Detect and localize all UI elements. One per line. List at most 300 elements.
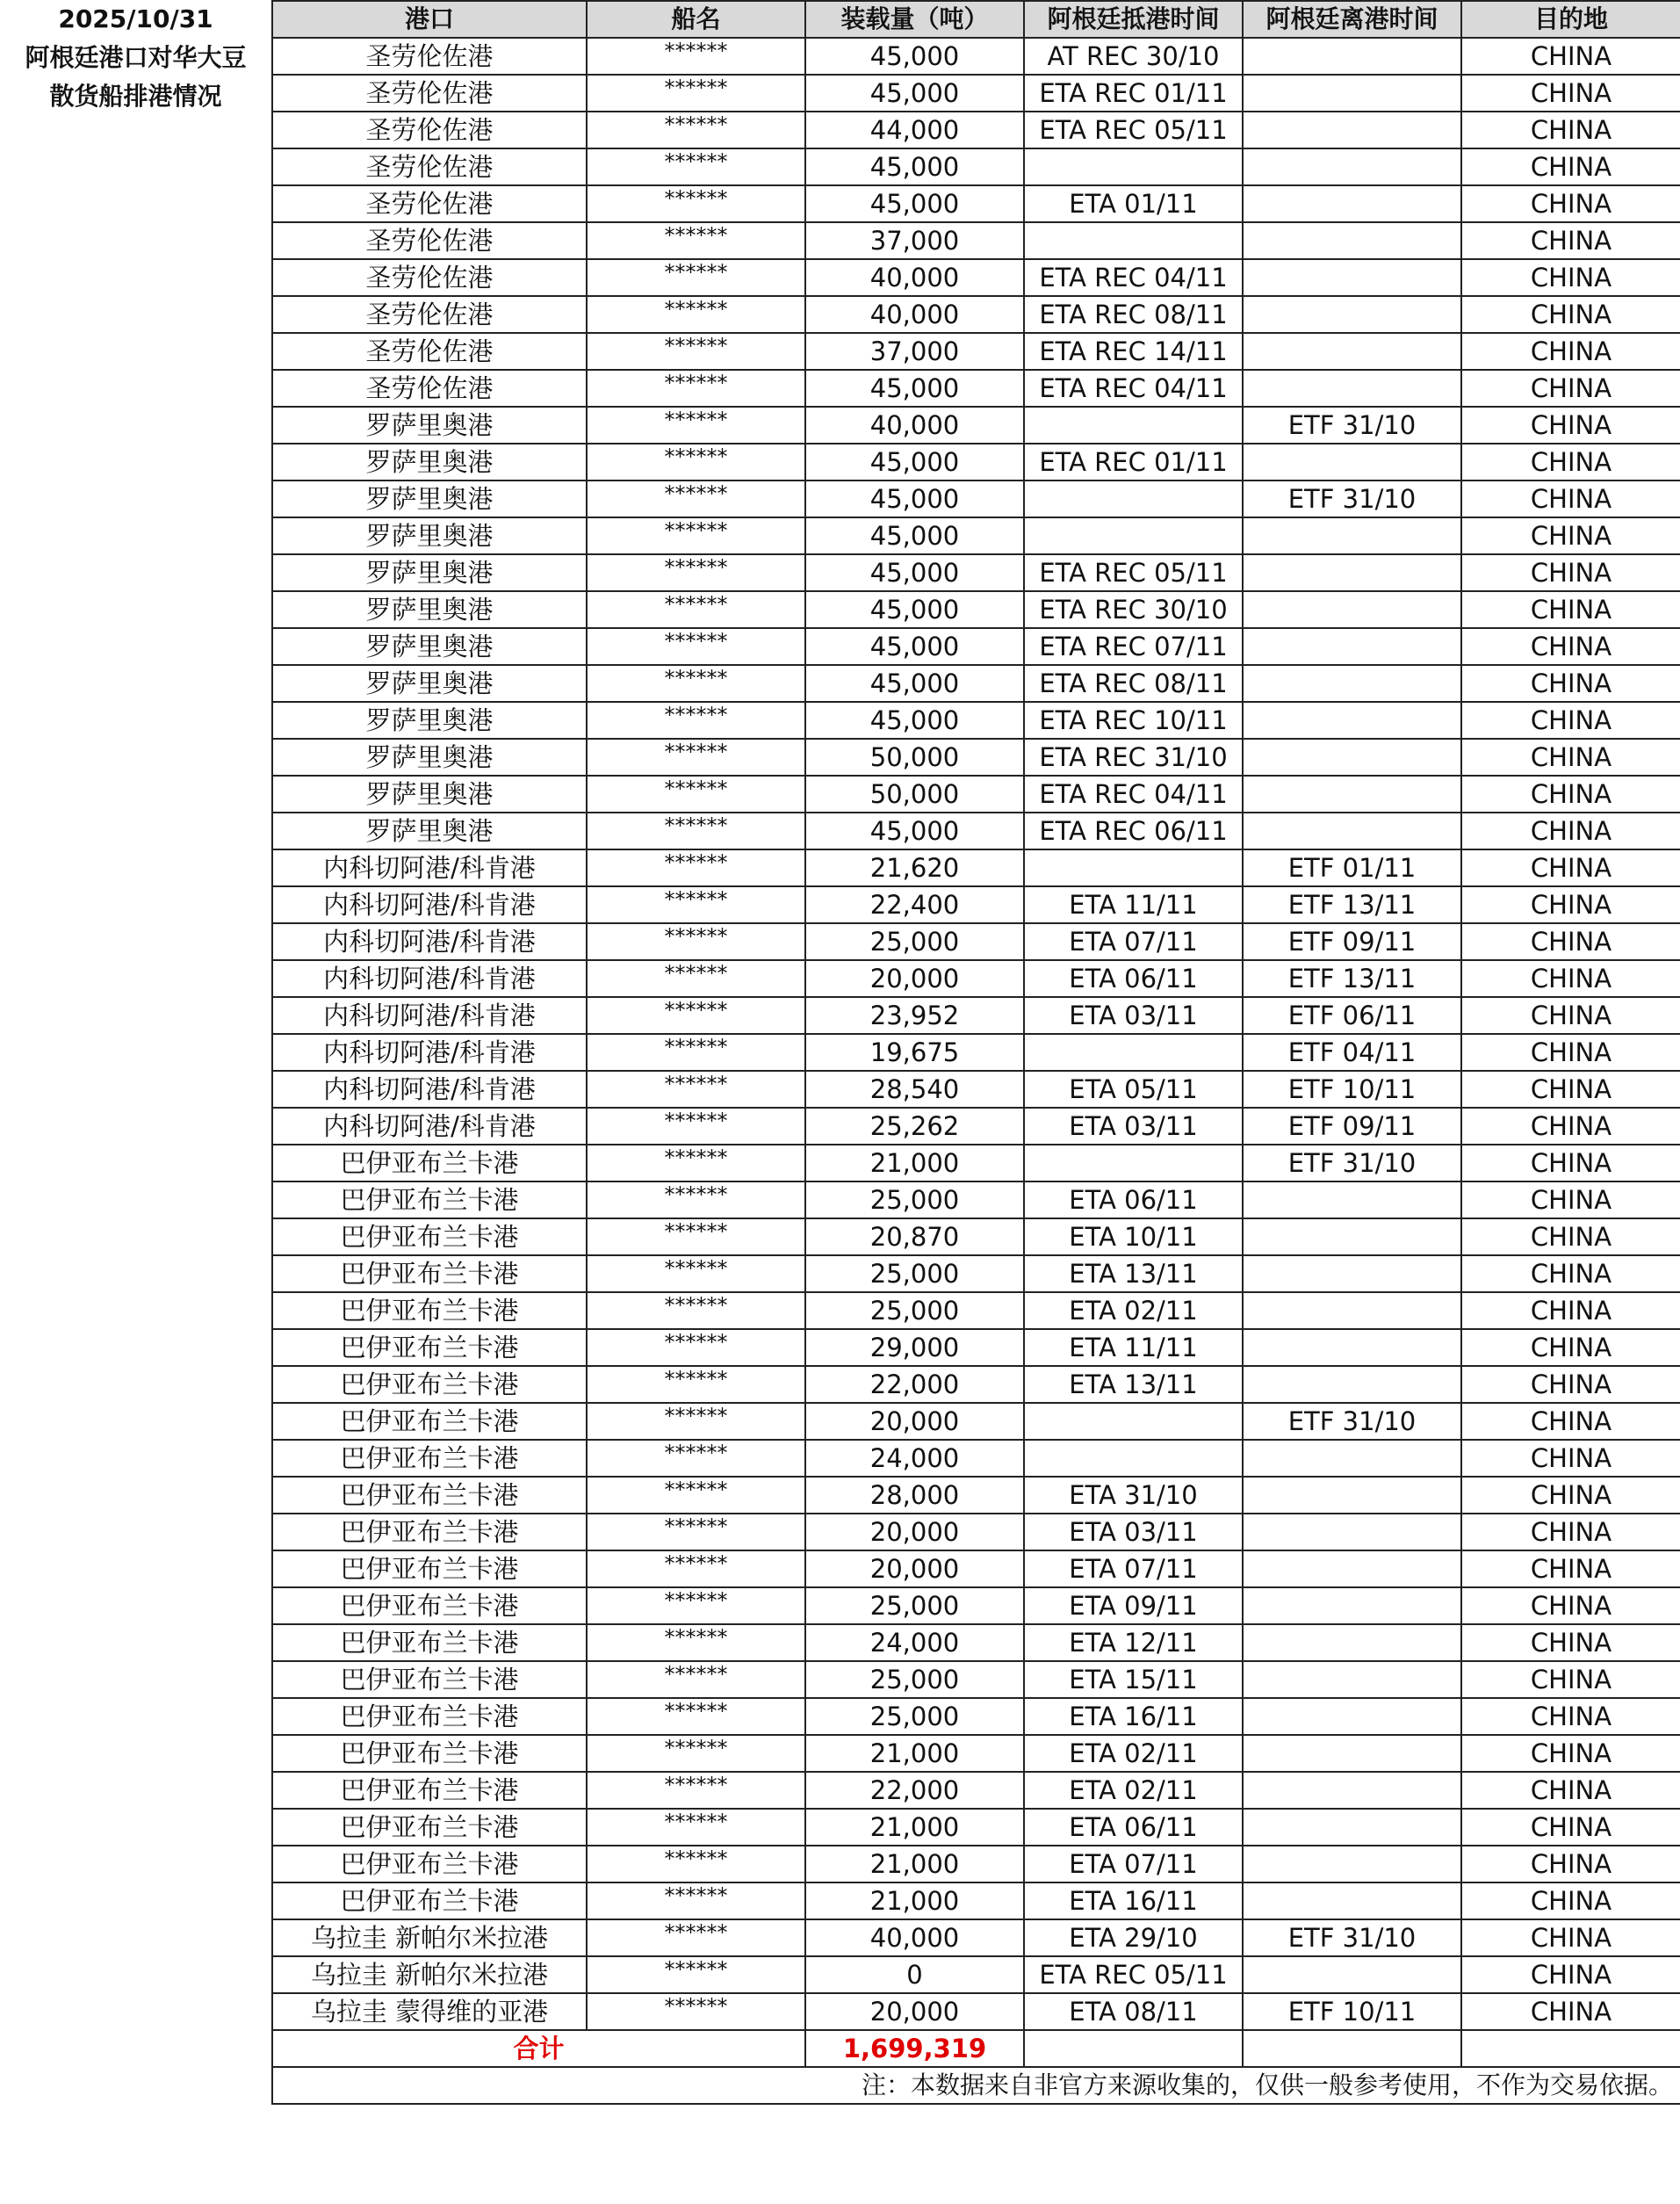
tonnage-cell: 25,000 (805, 1587, 1024, 1624)
arrival-cell (1024, 849, 1243, 886)
ship-name-cell: ****** (587, 739, 805, 776)
departure-cell (1243, 1956, 1461, 1993)
tonnage-cell: 25,000 (805, 1292, 1024, 1329)
tonnage-cell: 25,000 (805, 1181, 1024, 1218)
port-cell: 内科切阿港/科肯港 (272, 960, 587, 997)
arrival-cell: ETA 11/11 (1024, 1329, 1243, 1366)
departure-cell (1243, 1587, 1461, 1624)
port-cell: 内科切阿港/科肯港 (272, 849, 587, 886)
table-row (272, 481, 1680, 517)
table-row (272, 38, 1680, 75)
arrival-cell: ETA 07/11 (1024, 923, 1243, 960)
port-cell: 巴伊亚布兰卡港 (272, 1403, 587, 1440)
ship-name-cell: ****** (587, 960, 805, 997)
port-cell: 巴伊亚布兰卡港 (272, 1698, 587, 1735)
port-cell: 圣劳伦佐港 (272, 148, 587, 185)
port-cell: 罗萨里奥港 (272, 813, 587, 849)
tonnage-cell: 40,000 (805, 1919, 1024, 1956)
departure-cell: ETF 01/11 (1243, 849, 1461, 886)
table-row (272, 259, 1680, 296)
arrival-cell: ETA 03/11 (1024, 1108, 1243, 1145)
empty-cell (1024, 2030, 1243, 2067)
arrival-cell: ETA REC 01/11 (1024, 75, 1243, 112)
ship-name-cell: ****** (587, 1956, 805, 1993)
table-row (272, 1698, 1680, 1735)
port-cell: 巴伊亚布兰卡港 (272, 1181, 587, 1218)
table-row (272, 923, 1680, 960)
table-row (272, 333, 1680, 370)
departure-cell: ETF 10/11 (1243, 1993, 1461, 2030)
arrival-cell: ETA 06/11 (1024, 960, 1243, 997)
shipping-schedule-table (271, 0, 1680, 2105)
destination-cell: CHINA (1461, 1550, 1680, 1587)
table-row (272, 554, 1680, 591)
port-cell: 巴伊亚布兰卡港 (272, 1846, 587, 1882)
departure-cell (1243, 370, 1461, 407)
destination-cell: CHINA (1461, 444, 1680, 481)
arrival-cell: ETA REC 08/11 (1024, 665, 1243, 702)
destination-cell: CHINA (1461, 1218, 1680, 1255)
tonnage-cell: 21,000 (805, 1145, 1024, 1181)
destination-cell: CHINA (1461, 481, 1680, 517)
tonnage-cell: 50,000 (805, 776, 1024, 813)
ship-name-cell: ****** (587, 1882, 805, 1919)
header-row (272, 1, 1680, 38)
departure-cell (1243, 702, 1461, 739)
departure-cell: ETF 13/11 (1243, 960, 1461, 997)
tonnage-cell: 45,000 (805, 444, 1024, 481)
table-row (272, 591, 1680, 628)
destination-cell: CHINA (1461, 296, 1680, 333)
arrival-cell: ETA REC 10/11 (1024, 702, 1243, 739)
arrival-cell: ETA 03/11 (1024, 1514, 1243, 1550)
table-row (272, 1255, 1680, 1292)
ship-name-cell: ****** (587, 148, 805, 185)
departure-cell: ETF 31/10 (1243, 407, 1461, 444)
destination-cell: CHINA (1461, 517, 1680, 554)
departure-cell (1243, 813, 1461, 849)
table-row (272, 960, 1680, 997)
departure-cell (1243, 38, 1461, 75)
tonnage-cell: 45,000 (805, 517, 1024, 554)
departure-cell (1243, 148, 1461, 185)
destination-cell: CHINA (1461, 776, 1680, 813)
table-row (272, 444, 1680, 481)
ship-name-cell: ****** (587, 1145, 805, 1181)
destination-cell: CHINA (1461, 1624, 1680, 1661)
port-cell: 巴伊亚布兰卡港 (272, 1882, 587, 1919)
tonnage-cell: 22,000 (805, 1366, 1024, 1403)
port-cell: 罗萨里奥港 (272, 517, 587, 554)
departure-cell (1243, 1477, 1461, 1514)
departure-cell (1243, 1292, 1461, 1329)
departure-cell (1243, 739, 1461, 776)
port-cell: 圣劳伦佐港 (272, 38, 587, 75)
destination-cell: CHINA (1461, 1366, 1680, 1403)
table-row (272, 1218, 1680, 1255)
departure-cell (1243, 1181, 1461, 1218)
total-value: 1,699,319 (805, 2030, 1024, 2067)
report-title-line-1: 阿根廷港口对华大豆 (25, 43, 247, 72)
port-cell: 巴伊亚布兰卡港 (272, 1292, 587, 1329)
ship-name-cell: ****** (587, 1514, 805, 1550)
ship-name-cell: ****** (587, 1440, 805, 1477)
port-cell: 乌拉圭 新帕尔米拉港 (272, 1956, 587, 1993)
destination-cell: CHINA (1461, 1735, 1680, 1772)
table-row (272, 185, 1680, 222)
table-row (272, 1993, 1680, 2030)
ship-name-cell: ****** (587, 259, 805, 296)
tonnage-cell: 0 (805, 1956, 1024, 1993)
port-cell: 内科切阿港/科肯港 (272, 923, 587, 960)
arrival-cell (1024, 1440, 1243, 1477)
arrival-cell: ETA 29/10 (1024, 1919, 1243, 1956)
port-cell: 圣劳伦佐港 (272, 296, 587, 333)
arrival-cell (1024, 1403, 1243, 1440)
table-row (272, 1329, 1680, 1366)
destination-cell: CHINA (1461, 1956, 1680, 1993)
table-row (272, 739, 1680, 776)
tonnage-cell: 40,000 (805, 259, 1024, 296)
ship-name-cell: ****** (587, 222, 805, 259)
ship-name-cell: ****** (587, 591, 805, 628)
arrival-cell: ETA 11/11 (1024, 886, 1243, 923)
tonnage-cell: 20,000 (805, 1993, 1024, 2030)
arrival-cell: ETA REC 06/11 (1024, 813, 1243, 849)
total-row (272, 2030, 1680, 2067)
ship-name-cell: ****** (587, 1108, 805, 1145)
destination-cell: CHINA (1461, 1292, 1680, 1329)
departure-cell (1243, 259, 1461, 296)
arrival-cell: ETA 06/11 (1024, 1809, 1243, 1846)
tonnage-cell: 22,000 (805, 1772, 1024, 1809)
ship-name-cell: ****** (587, 75, 805, 112)
departure-cell (1243, 1440, 1461, 1477)
ship-name-cell: ****** (587, 1661, 805, 1698)
ship-name-cell: ****** (587, 1403, 805, 1440)
destination-cell: CHINA (1461, 1919, 1680, 1956)
arrival-cell: ETA REC 05/11 (1024, 112, 1243, 148)
arrival-cell (1024, 1145, 1243, 1181)
tonnage-cell: 25,000 (805, 923, 1024, 960)
ship-name-cell: ****** (587, 1477, 805, 1514)
arrival-cell: ETA 05/11 (1024, 1071, 1243, 1108)
table-row (272, 1809, 1680, 1846)
arrival-cell: ETA 02/11 (1024, 1772, 1243, 1809)
departure-cell (1243, 517, 1461, 554)
destination-cell: CHINA (1461, 1846, 1680, 1882)
port-cell: 罗萨里奥港 (272, 776, 587, 813)
table-row (272, 517, 1680, 554)
port-cell: 内科切阿港/科肯港 (272, 1071, 587, 1108)
arrival-cell: ETA REC 08/11 (1024, 296, 1243, 333)
departure-cell (1243, 1661, 1461, 1698)
tonnage-cell: 50,000 (805, 739, 1024, 776)
tonnage-cell: 45,000 (805, 554, 1024, 591)
header-departure-time: 阿根廷离港时间 (1243, 1, 1461, 38)
arrival-cell (1024, 517, 1243, 554)
port-cell: 巴伊亚布兰卡港 (272, 1550, 587, 1587)
destination-cell: CHINA (1461, 38, 1680, 75)
ship-name-cell: ****** (587, 444, 805, 481)
destination-cell: CHINA (1461, 702, 1680, 739)
tonnage-cell: 21,000 (805, 1882, 1024, 1919)
disclaimer-note: 注：本数据来自非官方来源收集的，仅供一般参考使用，不作为交易依据。 (272, 2067, 1680, 2104)
destination-cell: CHINA (1461, 259, 1680, 296)
port-cell: 圣劳伦佐港 (272, 222, 587, 259)
arrival-cell: ETA REC 31/10 (1024, 739, 1243, 776)
tonnage-cell: 25,000 (805, 1255, 1024, 1292)
arrival-cell: ETA REC 30/10 (1024, 591, 1243, 628)
arrival-cell: ETA 06/11 (1024, 1181, 1243, 1218)
destination-cell: CHINA (1461, 1071, 1680, 1108)
destination-cell: CHINA (1461, 554, 1680, 591)
arrival-cell: ETA 13/11 (1024, 1366, 1243, 1403)
destination-cell: CHINA (1461, 1772, 1680, 1809)
header-arrival-time: 阿根廷抵港时间 (1024, 1, 1243, 38)
arrival-cell: AT REC 30/10 (1024, 38, 1243, 75)
arrival-cell: ETA REC 05/11 (1024, 554, 1243, 591)
tonnage-cell: 44,000 (805, 112, 1024, 148)
port-cell: 巴伊亚布兰卡港 (272, 1624, 587, 1661)
table-row (272, 1145, 1680, 1181)
tonnage-cell: 23,952 (805, 997, 1024, 1034)
ship-name-cell: ****** (587, 554, 805, 591)
total-label: 合计 (272, 2030, 805, 2067)
port-cell: 巴伊亚布兰卡港 (272, 1255, 587, 1292)
table-row (272, 1514, 1680, 1550)
departure-cell (1243, 628, 1461, 665)
table-row (272, 1882, 1680, 1919)
arrival-cell: ETA 07/11 (1024, 1550, 1243, 1587)
arrival-cell (1024, 148, 1243, 185)
ship-name-cell: ****** (587, 1919, 805, 1956)
departure-cell (1243, 1772, 1461, 1809)
ship-name-cell: ****** (587, 1846, 805, 1882)
port-cell: 巴伊亚布兰卡港 (272, 1440, 587, 1477)
departure-cell (1243, 1735, 1461, 1772)
arrival-cell: ETA REC 07/11 (1024, 628, 1243, 665)
ship-name-cell: ****** (587, 923, 805, 960)
departure-cell: ETF 10/11 (1243, 1071, 1461, 1108)
ship-name-cell: ****** (587, 1292, 805, 1329)
departure-cell (1243, 1550, 1461, 1587)
port-cell: 罗萨里奥港 (272, 665, 587, 702)
destination-cell: CHINA (1461, 1329, 1680, 1366)
port-cell: 巴伊亚布兰卡港 (272, 1145, 587, 1181)
arrival-cell: ETA 12/11 (1024, 1624, 1243, 1661)
tonnage-cell: 45,000 (805, 370, 1024, 407)
sheet-title-panel (0, 0, 271, 2204)
table-row (272, 296, 1680, 333)
ship-name-cell: ****** (587, 997, 805, 1034)
port-cell: 圣劳伦佐港 (272, 75, 587, 112)
destination-cell: CHINA (1461, 1587, 1680, 1624)
departure-cell (1243, 112, 1461, 148)
port-cell: 内科切阿港/科肯港 (272, 1108, 587, 1145)
port-cell: 圣劳伦佐港 (272, 185, 587, 222)
departure-cell: ETF 31/10 (1243, 1919, 1461, 1956)
tonnage-cell: 25,000 (805, 1661, 1024, 1698)
ship-name-cell: ****** (587, 886, 805, 923)
tonnage-cell: 29,000 (805, 1329, 1024, 1366)
arrival-cell: ETA 02/11 (1024, 1735, 1243, 1772)
ship-name-cell: ****** (587, 813, 805, 849)
header-load-tonnage: 装载量（吨） (805, 1, 1024, 38)
tonnage-cell: 24,000 (805, 1440, 1024, 1477)
destination-cell: CHINA (1461, 886, 1680, 923)
ship-name-cell: ****** (587, 1071, 805, 1108)
ship-name-cell: ****** (587, 38, 805, 75)
tonnage-cell: 22,400 (805, 886, 1024, 923)
ship-name-cell: ****** (587, 370, 805, 407)
arrival-cell: ETA 09/11 (1024, 1587, 1243, 1624)
tonnage-cell: 20,870 (805, 1218, 1024, 1255)
ship-name-cell: ****** (587, 849, 805, 886)
tonnage-cell: 45,000 (805, 813, 1024, 849)
destination-cell: CHINA (1461, 1882, 1680, 1919)
port-cell: 乌拉圭 新帕尔米拉港 (272, 1919, 587, 1956)
table-row (272, 665, 1680, 702)
departure-cell (1243, 1846, 1461, 1882)
table-row (272, 1735, 1680, 1772)
ship-name-cell: ****** (587, 1329, 805, 1366)
departure-cell (1243, 1366, 1461, 1403)
arrival-cell: ETA 10/11 (1024, 1218, 1243, 1255)
ship-name-cell: ****** (587, 628, 805, 665)
port-cell: 巴伊亚布兰卡港 (272, 1514, 587, 1550)
port-cell: 罗萨里奥港 (272, 407, 587, 444)
destination-cell: CHINA (1461, 923, 1680, 960)
arrival-cell: ETA 16/11 (1024, 1698, 1243, 1735)
port-cell: 巴伊亚布兰卡港 (272, 1329, 587, 1366)
ship-name-cell: ****** (587, 296, 805, 333)
destination-cell: CHINA (1461, 1993, 1680, 2030)
destination-cell: CHINA (1461, 1181, 1680, 1218)
destination-cell: CHINA (1461, 333, 1680, 370)
table-row (272, 148, 1680, 185)
ship-name-cell: ****** (587, 1624, 805, 1661)
port-cell: 罗萨里奥港 (272, 444, 587, 481)
ship-name-cell: ****** (587, 1809, 805, 1846)
ship-name-cell: ****** (587, 1772, 805, 1809)
arrival-cell: ETA 31/10 (1024, 1477, 1243, 1514)
arrival-cell: ETA 03/11 (1024, 997, 1243, 1034)
port-cell: 乌拉圭 蒙得维的亚港 (272, 1993, 587, 2030)
destination-cell: CHINA (1461, 849, 1680, 886)
table-row (272, 407, 1680, 444)
ship-name-cell: ****** (587, 1735, 805, 1772)
arrival-cell: ETA 01/11 (1024, 185, 1243, 222)
departure-cell (1243, 185, 1461, 222)
port-cell: 罗萨里奥港 (272, 739, 587, 776)
departure-cell (1243, 591, 1461, 628)
table-row (272, 1772, 1680, 1809)
destination-cell: CHINA (1461, 739, 1680, 776)
arrival-cell: ETA REC 04/11 (1024, 259, 1243, 296)
table-row (272, 1661, 1680, 1698)
table-row (272, 1846, 1680, 1882)
ship-name-cell: ****** (587, 1255, 805, 1292)
port-cell: 圣劳伦佐港 (272, 259, 587, 296)
departure-cell (1243, 1624, 1461, 1661)
departure-cell: ETF 09/11 (1243, 1108, 1461, 1145)
destination-cell: CHINA (1461, 1477, 1680, 1514)
destination-cell: CHINA (1461, 665, 1680, 702)
tonnage-cell: 45,000 (805, 591, 1024, 628)
empty-cell (1243, 2030, 1461, 2067)
tonnage-cell: 25,000 (805, 1698, 1024, 1735)
tonnage-cell: 45,000 (805, 38, 1024, 75)
table-row (272, 75, 1680, 112)
ship-name-cell: ****** (587, 333, 805, 370)
departure-cell: ETF 06/11 (1243, 997, 1461, 1034)
port-cell: 罗萨里奥港 (272, 628, 587, 665)
destination-cell: CHINA (1461, 75, 1680, 112)
tonnage-cell: 40,000 (805, 296, 1024, 333)
destination-cell: CHINA (1461, 222, 1680, 259)
tonnage-cell: 25,262 (805, 1108, 1024, 1145)
table-row (272, 1071, 1680, 1108)
table-row (272, 997, 1680, 1034)
departure-cell (1243, 1218, 1461, 1255)
departure-cell (1243, 222, 1461, 259)
tonnage-cell: 45,000 (805, 628, 1024, 665)
destination-cell: CHINA (1461, 407, 1680, 444)
departure-cell (1243, 1329, 1461, 1366)
port-cell: 巴伊亚布兰卡港 (272, 1661, 587, 1698)
table-row (272, 702, 1680, 739)
table-row (272, 1587, 1680, 1624)
empty-cell (1461, 2030, 1680, 2067)
tonnage-cell: 20,000 (805, 1514, 1024, 1550)
arrival-cell: ETA REC 14/11 (1024, 333, 1243, 370)
arrival-cell: ETA REC 01/11 (1024, 444, 1243, 481)
table-row (272, 222, 1680, 259)
tonnage-cell: 45,000 (805, 185, 1024, 222)
departure-cell (1243, 1698, 1461, 1735)
table-row (272, 112, 1680, 148)
departure-cell (1243, 1514, 1461, 1550)
destination-cell: CHINA (1461, 1514, 1680, 1550)
ship-name-cell: ****** (587, 1034, 805, 1071)
departure-cell (1243, 444, 1461, 481)
departure-cell (1243, 665, 1461, 702)
arrival-cell: ETA 08/11 (1024, 1993, 1243, 2030)
destination-cell: CHINA (1461, 1108, 1680, 1145)
destination-cell: CHINA (1461, 185, 1680, 222)
destination-cell: CHINA (1461, 370, 1680, 407)
tonnage-cell: 45,000 (805, 481, 1024, 517)
ship-name-cell: ****** (587, 1993, 805, 2030)
port-cell: 圣劳伦佐港 (272, 333, 587, 370)
destination-cell: CHINA (1461, 1255, 1680, 1292)
port-cell: 巴伊亚布兰卡港 (272, 1366, 587, 1403)
port-cell: 巴伊亚布兰卡港 (272, 1735, 587, 1772)
ship-name-cell: ****** (587, 776, 805, 813)
departure-cell: ETF 09/11 (1243, 923, 1461, 960)
tonnage-cell: 37,000 (805, 222, 1024, 259)
tonnage-cell: 28,540 (805, 1071, 1024, 1108)
table-row (272, 1440, 1680, 1477)
report-title-line-2: 散货船排港情况 (49, 82, 222, 111)
port-cell: 巴伊亚布兰卡港 (272, 1587, 587, 1624)
arrival-cell: ETA 07/11 (1024, 1846, 1243, 1882)
tonnage-cell: 28,000 (805, 1477, 1024, 1514)
departure-cell (1243, 554, 1461, 591)
departure-cell (1243, 75, 1461, 112)
destination-cell: CHINA (1461, 1440, 1680, 1477)
